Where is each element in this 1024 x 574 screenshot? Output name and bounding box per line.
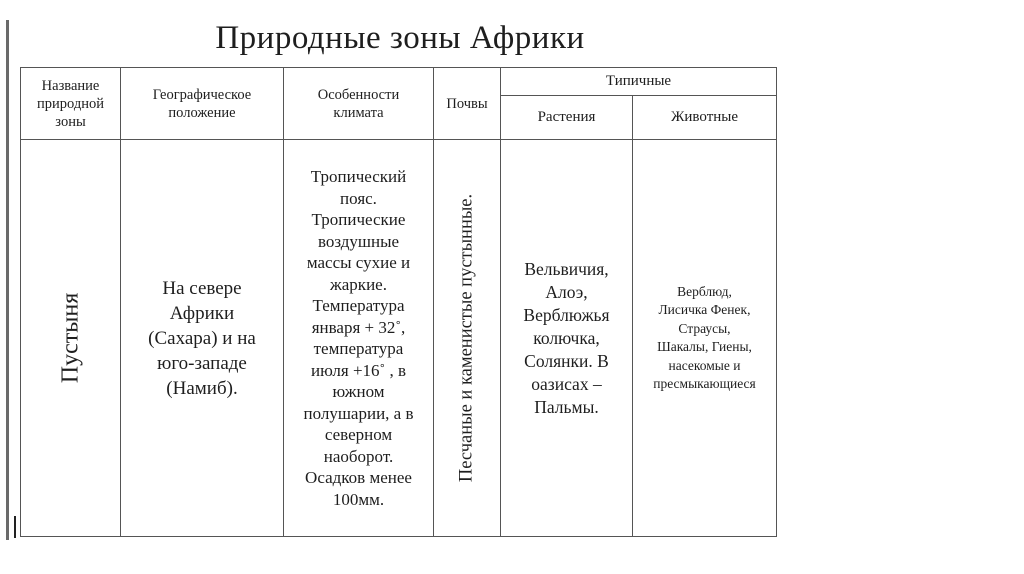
geo-line: Африки [169,302,235,324]
table-row [21,140,777,537]
climate-line: января + 32˚, [311,317,406,337]
plants-line: оазисах – [531,373,602,394]
animals-line: Шакалы, Гиены, [657,339,752,354]
climate-line: наоборот. [323,446,394,466]
climate-line: воздушные [317,231,400,251]
header-climate-line: климата [333,104,384,121]
climate-line: температура [313,339,404,358]
zone-name-text: Пустыня [57,292,83,384]
animals-line: Лисичка Фенек, [658,302,751,317]
climate-line: жаркие. [330,274,387,294]
climate-line: Температура [312,296,405,315]
cell-geo-position [121,140,284,537]
natural-zones-table [20,67,777,537]
header-plants: Растения [501,96,633,140]
climate-line: массы сухие и [306,253,411,272]
header-soils: Почвы [434,68,501,140]
header-zone-name-line: Название [41,77,100,94]
climate-line: Тропический [310,167,407,186]
header-geo-position [121,68,284,140]
cell-plants [501,140,633,537]
cell-animals [633,140,777,537]
header-climate-line: Особенности [317,86,400,103]
plants-line: Пальмы. [534,396,599,417]
header-geo-line: Географическое [152,86,252,103]
page-title: Природные зоны Африки [215,20,585,56]
slide-left-edge [6,20,9,540]
geo-line: (Намиб). [166,377,238,399]
plants-line: Верблюжья [523,304,610,325]
climate-line: июля +16˚ , в [311,360,406,380]
cell-zone [21,140,121,537]
climate-line: полушарии, а в [303,403,414,423]
header-typical: Типичные [501,68,777,96]
climate-line: Тропические [311,210,406,229]
cell-climate [284,140,434,537]
cell-soils [434,140,501,537]
climate-line: северном [324,425,393,444]
climate-line: 100мм. [332,489,385,509]
header-row [21,68,777,96]
plants-line: Алоэ, [545,281,588,302]
plants-line: Солянки. В [524,350,609,371]
climate-line: Осадков менее [305,468,412,487]
soils-text: Песчаные и каменистые пустынные. [456,193,477,483]
slide-corner-mark [14,516,16,538]
animals-line: насекомые и [668,357,741,373]
climate-line: южном [332,382,385,401]
plants-line: колючка, [533,327,600,348]
animals-line: Страусы, [678,320,731,336]
header-zone-name [21,68,121,140]
header-climate [284,68,434,140]
geo-line: (Сахара) и на [148,327,256,349]
animals-line: пресмыкающиеся [653,376,756,391]
header-zone-name-line: природной [37,95,104,112]
climate-line: пояс. [340,188,377,208]
header-geo-line: положение [168,104,236,121]
plants-line: Вельвичия, [524,258,609,279]
animals-line: Верблюд, [677,283,732,299]
geo-line: юго-западе [157,352,247,374]
geo-line: На севере [162,277,242,299]
header-animals: Животные [633,96,777,140]
header-zone-name-line: зоны [55,113,86,130]
